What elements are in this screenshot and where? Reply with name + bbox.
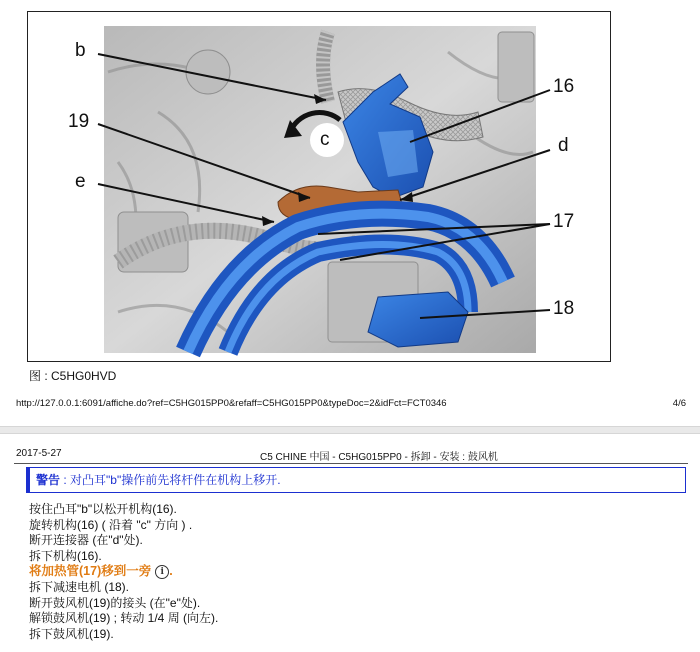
step-3: 断开连接器 (在"d"处).	[29, 533, 143, 548]
figure-caption: 图 : C5HG0HVD	[29, 369, 117, 383]
callout-e: e	[75, 171, 86, 192]
step-1: 按住凸耳"b"以松开机构(16).	[29, 502, 177, 516]
step-2: 旋转机构(16) ( 沿着 "c" 方向 ) .	[29, 517, 193, 532]
callout-b: b	[75, 40, 86, 61]
warning-text: : 对凸耳"b"操作前先将杆件在机构上移开.	[60, 473, 281, 487]
callout-18: 18	[553, 298, 575, 319]
figure-frame	[27, 11, 611, 362]
step-5-highlight	[29, 564, 218, 580]
step-8: 解锁鼓风机(19) ; 转动 1/4 周 (向左).	[29, 611, 219, 626]
procedure-steps	[29, 502, 218, 642]
header-date: 2017-5-27	[16, 448, 62, 459]
page-separator	[0, 426, 700, 434]
step-9: 拆下鼓风机(19).	[29, 626, 114, 641]
step-4: 拆下机构(16).	[29, 548, 102, 563]
callout-16: 16	[553, 76, 575, 97]
callout-d: d	[558, 135, 569, 156]
footer-url: http://127.0.0.1:6091/affiche.do?ref=C5HG015PP0&refaff=C5HG015PP0&typeDoc=2&idFct=FCT0346	[16, 398, 447, 409]
warning-box	[26, 467, 686, 493]
info-icon[interactable]: i	[155, 565, 169, 579]
blower-removal-illustration	[28, 12, 610, 361]
callout-c: c	[320, 129, 330, 150]
footer-page-number: 4/6	[672, 398, 686, 409]
header-rule	[14, 463, 688, 464]
step-5-period: .	[169, 564, 173, 579]
header-title: C5 CHINE 中国 - C5HG015PP0 - 拆卸 - 安装 : 鼓风机	[260, 452, 498, 463]
step-5-text: 将加热管(17)移到一旁	[29, 564, 152, 579]
callout-17: 17	[553, 211, 575, 232]
step-7: 断开鼓风机(19)的接头 (在"e"处).	[29, 595, 201, 610]
step-6: 拆下减速电机 (18).	[29, 579, 130, 594]
warning-label: 警告	[36, 473, 61, 487]
callout-19: 19	[68, 111, 90, 132]
